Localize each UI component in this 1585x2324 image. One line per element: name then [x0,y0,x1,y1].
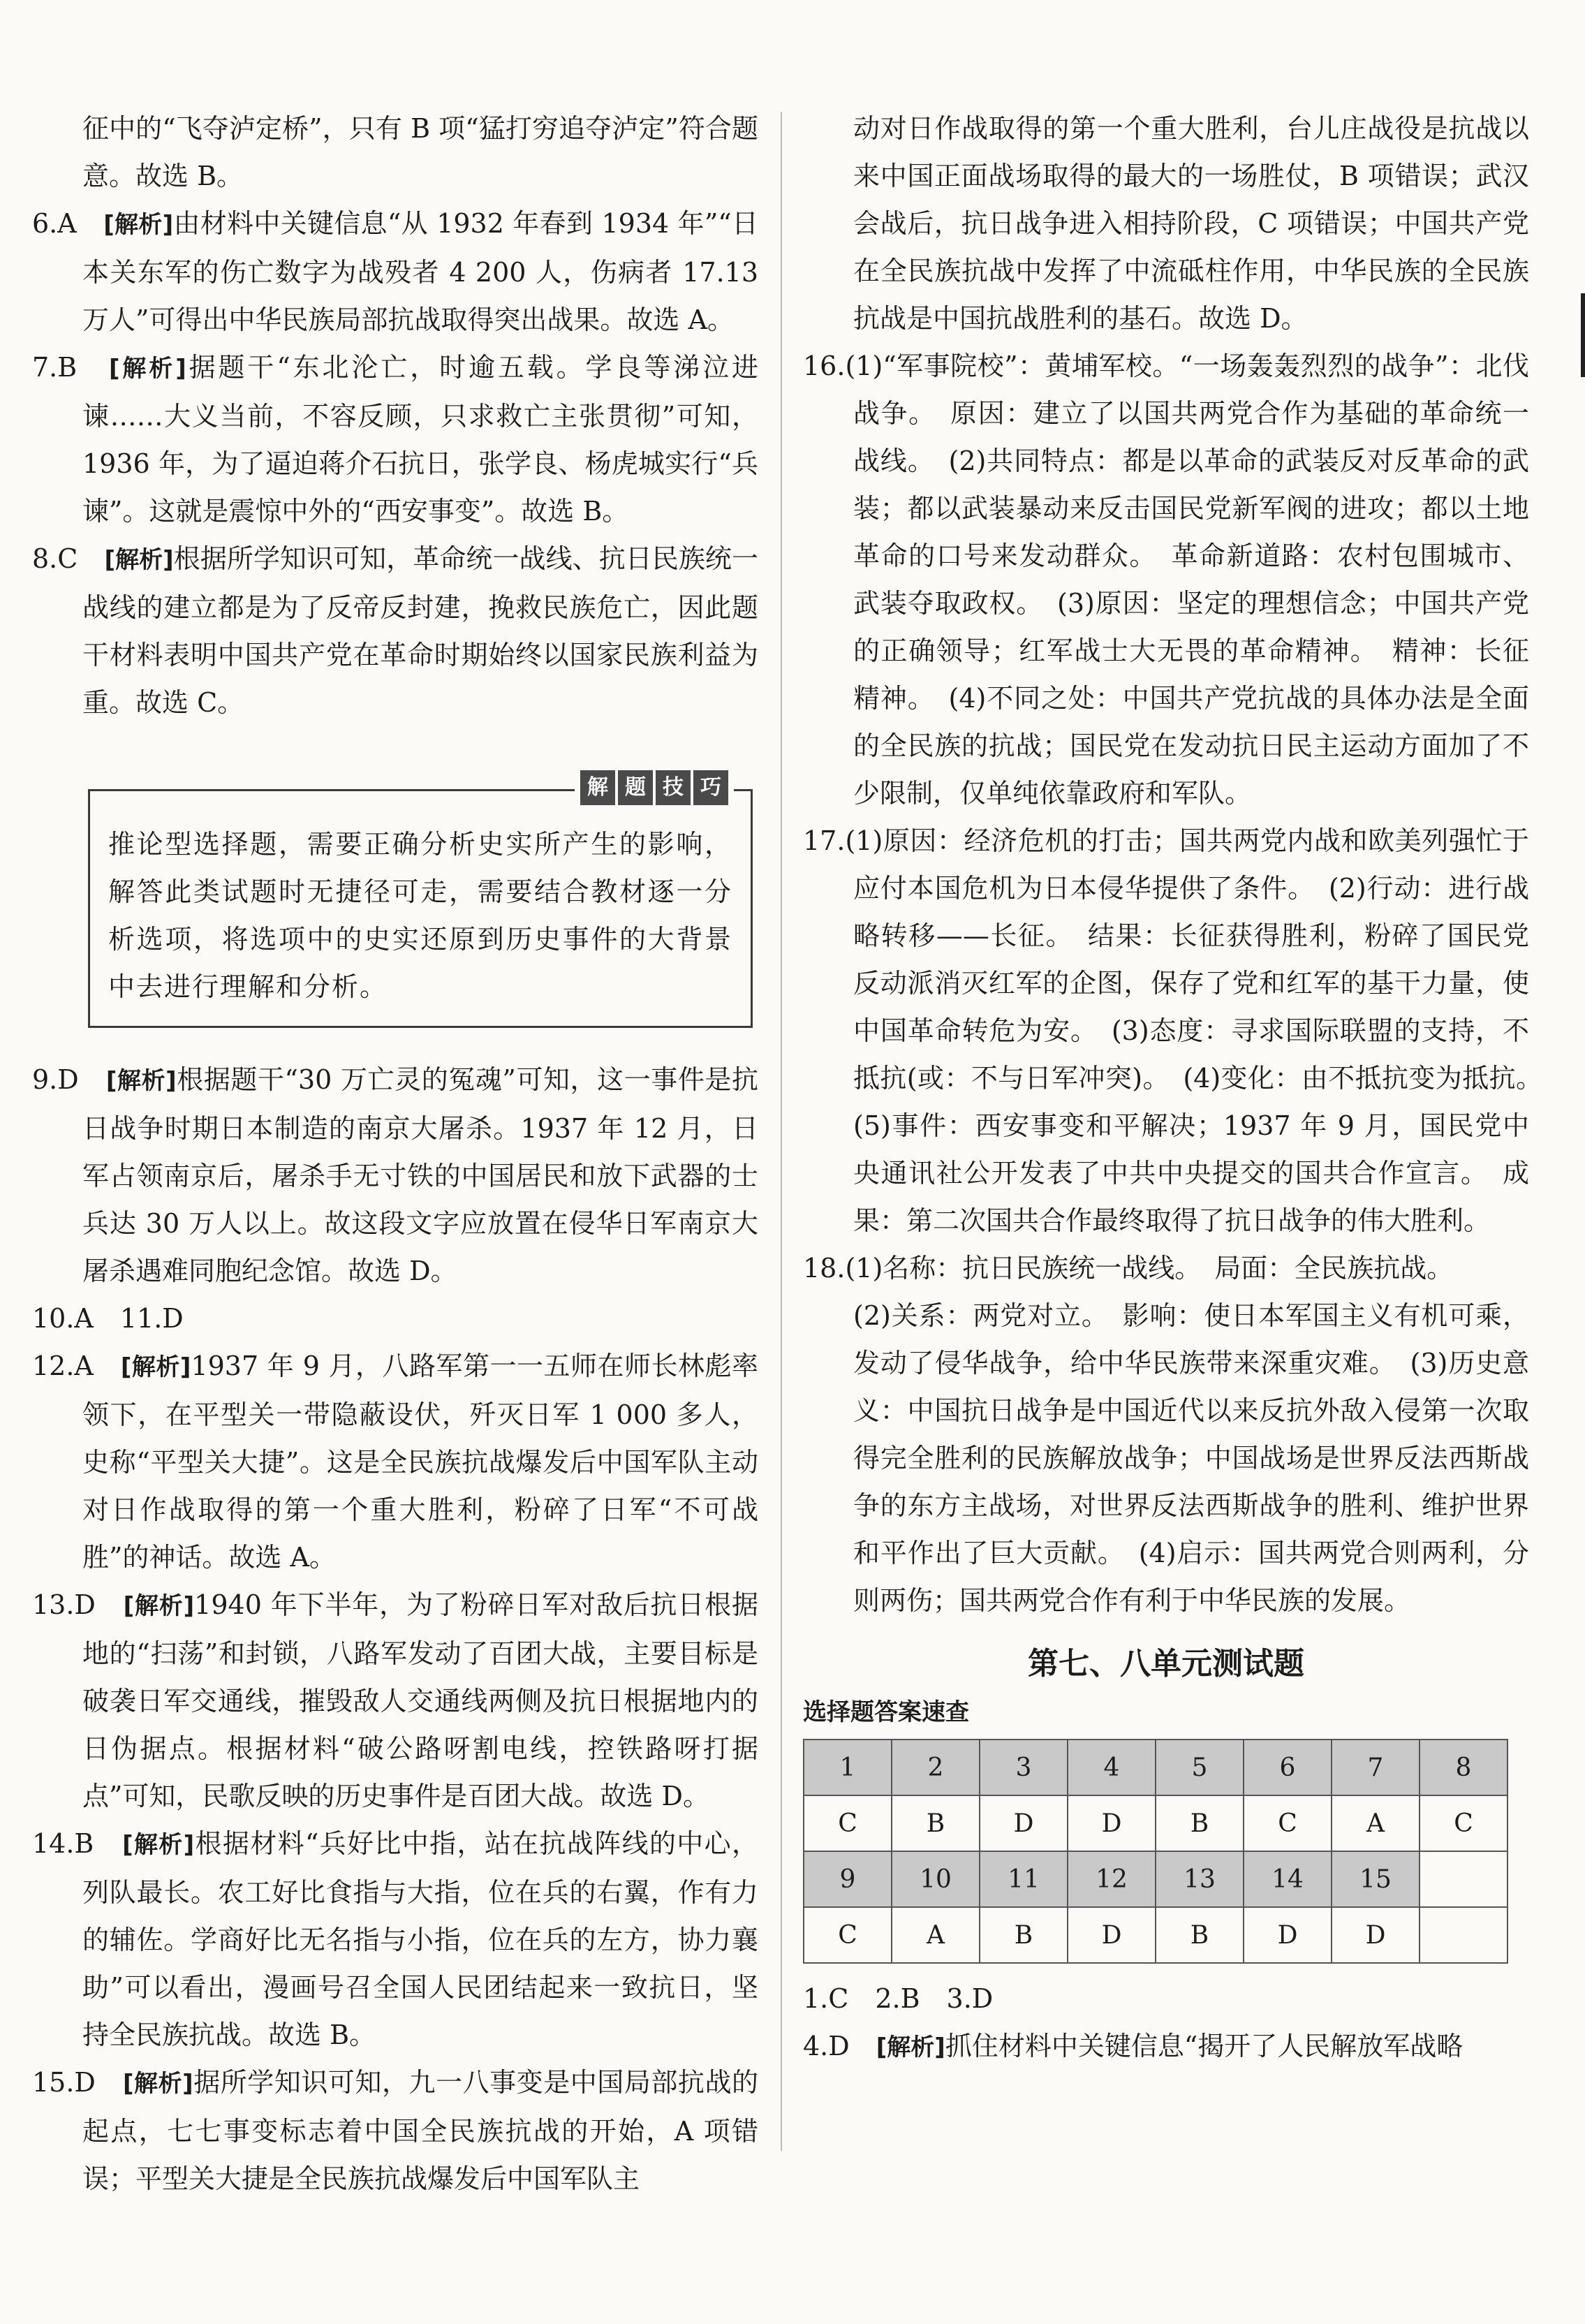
solving-tips-text: 推论型选择题，需要正确分析史实所产生的影响，解答此类试题时无捷径可走，需要结合教材逐一分析选项，将选项中的史实还原到历史事件的大背景中去进行理解和分析。 [108,829,732,1002]
answer-cell: A [892,1907,980,1963]
section-title: 第七、八单元测试题 [1028,1646,1304,1682]
answer-14 [32,1820,758,2059]
answer-number: 16. [803,351,846,381]
answer-cell: C [1244,1795,1332,1851]
empty-cell [1420,1907,1507,1963]
solving-tips-box [88,775,753,1028]
question-number-cell: 12 [1068,1851,1156,1907]
answer-text: 根据所学知识可知，革命统一战线、抗日民族统一战线的建立都是为了反帝反封建，挽救民族危亡，因此题干材料表明中国共产党在革命时期始终以国家民族利益为重。故选 C。 [82,543,758,718]
quick-answer-title: 选择题答案速查 [803,1698,969,1726]
answer-cell: B [1156,1907,1244,1963]
analysis-tag: [解析] [120,1353,191,1381]
answer-number: 15.D [32,2067,96,2098]
answer-cell: D [1068,1795,1156,1851]
answer-number: 9.D [32,1064,79,1095]
analysis-tag: [解析] [105,1067,177,1095]
question-number-cell: 8 [1420,1740,1507,1795]
answers-1-3: 1.C 2.B 3.D [803,1983,994,2014]
answer-cell: A [1332,1795,1420,1851]
answer-15-continued: 动对日作战取得的第一个重大胜利，台儿庄战役是抗战以来中国正面战场取得的最大的一场胜仗，B 项错误；武汉会战后，抗日战争进入相持阶段，C 项错误；中国共产党在全民族抗战中发挥了中流砥柱作用，中华民族的全民族抗战是中国抗战胜利的基石。故选 D。 [853,113,1529,334]
answer-13 [32,1581,758,1820]
table-row [804,1740,1507,1795]
answer-text: 1937 年 9 月，八路军第一一五师在师长林彪率领下，在平型关一带隐蔽设伏，歼灭日军 1 000 多人，史称“平型关大捷”。这是全民族抗战爆发后中国军队主动对日作战取得的第一个重大胜利，粉碎了日军“不可战胜”的神话。故选 A。 [82,1351,759,1573]
answer-number: 14.B [32,1828,94,1859]
page-edge-mark [1581,293,1585,377]
answer-cell: C [1420,1795,1507,1851]
analysis-tag: [解析] [123,1592,195,1620]
answer-text: 据所学知识可知，九一八事变是中国局部抗战的起点，七七事变标志着中国全民族抗战的开始，A 项错误；平型关大捷是全民族抗战爆发后中国军队主 [82,2067,758,2194]
answer-cell: B [1156,1795,1244,1851]
answer-cell: B [980,1907,1068,1963]
answer-8 [32,535,758,726]
answer-cell: B [892,1795,980,1851]
analysis-tag: [解析] [122,1831,195,1859]
answer-12 [32,1342,758,1581]
tip-title-char: 技 [656,770,691,805]
answer-text: (1)名称：抗日民族统一战线。 局面：全民族抗战。 [845,1253,1454,1284]
answer-text: (1)“军事院校”：黄埔军校。“一场轰轰烈烈的战争”：北伐战争。 原因：建立了以国共两党合作为基础的革命统一战线。 (2)共同特点：都是以革命的武装反对反革命的武装；都以武装暴动来反击国民党新军阀的进攻；都以土地革命的口号来发动群众。 革命新道路：农村包围城市、武装夺取政权。 (3)原因：坚定的理想信念；中国共产党的正确领导；红军战士大无畏的革命精神。 精神：长征精神。 (4)不同之处：中国共产党抗战的具体办法是全面的全民族的抗战；国民党在发动抗日民主运动方面加了不少限制，仅单纯依靠政府和军队。 [845,351,1529,809]
question-number-cell: 10 [892,1851,980,1907]
answer-text: 据题干“东北沦亡，时逾五载。学良等涕泣进谏……大义当前，不容反顾，只求救亡主张贯彻”可知，1936 年，为了逼迫蒋介石抗日，张学良、杨虎城实行“兵谏”。这就是震惊中外的“西安事变”。故选 B。 [82,352,759,527]
question-number-cell: 5 [1156,1740,1244,1795]
question-number-cell: 6 [1244,1740,1332,1795]
answer-number: 18. [803,1253,846,1284]
tip-title-char: 题 [618,770,653,805]
right-column [803,105,1556,2071]
answer-cell: C [804,1907,892,1963]
table-row [804,1851,1507,1907]
answer-text: (1)原因：经济危机的打击；国共两党内战和欧美列强忙于应付本国危机为日本侵华提供了条件。 (2)行动：进行战略转移——长征。 结果：长征获得胜利，粉碎了国民党反动派消灭红军的企图，保存了党和红军的基干力量，使中国革命转危为安。 (3)态度：寻求国际联盟的支持，不抵抗(或：不与日军冲突)。 (4)变化：由不抵抗变为抵抗。 (5)事件：西安事变和平解决；1937 年 9 月，国民党中央通讯社公开发表了中共中央提交的国共合作宣言。 成果：第二次国共合作最终取得了抗日战争的伟大胜利。 [845,825,1556,1236]
question-number-cell: 14 [1244,1851,1332,1907]
answer-number: 13.D [32,1589,96,1620]
answer-number: 8.C [32,543,78,574]
empty-cell [1420,1851,1507,1907]
answer-9 [32,1056,758,1295]
question-number-cell: 7 [1332,1740,1420,1795]
answer-6 [32,200,758,344]
question-number-cell: 15 [1332,1851,1420,1907]
answer-17 [803,817,1556,1244]
question-number-cell: 1 [804,1740,892,1795]
column-divider [781,112,782,2151]
answer-15 [32,2059,758,2202]
answer-4 [803,2022,1529,2071]
question-number-cell: 9 [804,1851,892,1907]
tip-title-char: 解 [580,770,615,805]
analysis-tag: [解析] [108,355,186,383]
answer-7 [32,344,758,535]
analysis-tag: [解析] [876,2034,945,2061]
question-number-cell: 4 [1068,1740,1156,1795]
analysis-tag: [解析] [122,2070,193,2098]
answer-text: 根据材料“兵好比中指，站在抗战阵线的中心，列队最长。农工好比食指与大指，位在兵的右翼，作有力的辅佐。学商好比无名指与小指，位在兵的左方，协力襄助”可以看出，漫画号召全国人民团结起来一致抗日，坚持全民族抗战。故选 B。 [82,1828,758,2050]
answer-number: 12.A [32,1351,94,1381]
answer-number: 17. [803,825,846,856]
answer-text: 由材料中关键信息“从 1932 年春到 1934 年”“日本关东军的伤亡数字为战殁者 4 200 人，伤病者 17.13 万人”可得出中华民族局部抗战取得突出战果。故选 A。 [82,208,758,335]
tip-title-char: 巧 [693,770,728,805]
solving-tips-title [575,770,734,805]
question-number-cell: 3 [980,1740,1068,1795]
answer-cell: C [804,1795,892,1851]
answer-18 [803,1244,1529,1292]
question-number-cell: 2 [892,1740,980,1795]
answer-text: 抓住材料中关键信息“揭开了人民解放军战略 [945,2031,1464,2061]
answer-number: 4.D [803,2031,850,2061]
analysis-tag: [解析] [103,211,174,239]
answer-cell: D [980,1795,1068,1851]
answer-number: 6.A [32,208,77,239]
left-column [32,105,758,2202]
answer-cell: D [1332,1907,1420,1963]
table-row [804,1907,1507,1963]
answer-number: 7.B [32,352,78,383]
answer-10-11: 10.A 11.D [32,1303,184,1334]
answer-cell: D [1068,1907,1156,1963]
answer-cell: D [1244,1907,1332,1963]
question-number-cell: 11 [980,1851,1068,1907]
answer-5-continued: 征中的“飞夺泸定桥”，只有 B 项“猛打穷追夺泸定”符合题意。故选 B。 [82,113,758,191]
question-number-cell: 13 [1156,1851,1244,1907]
answer-text: 根据题干“30 万亡灵的冤魂”可知，这一事件是抗日战争时期日本制造的南京大屠杀。1937 年 12 月，日军占领南京后，屠杀手无寸铁的中国居民和放下武器的士兵达 30 万人以上。故这段文字应放置在侵华日军南京大屠杀遇难同胞纪念馆。故选 D。 [82,1064,758,1286]
analysis-tag: [解析] [104,546,174,574]
answer-text: 1940 年下半年，为了粉碎日军对敌后抗日根据地的“扫荡”和封锁，八路军发动了百团大战，主要目标是破袭日军交通线，摧毁敌人交通线两侧及抗日根据地内的日伪据点。根据材料“破公路呀割电线，控铁路呀打据点”可知，民歌反映的历史事件是百团大战。故选 D。 [82,1589,758,1811]
table-row [804,1795,1507,1851]
answer-18-continued: (2)关系：两党对立。 影响：使日本军国主义有机可乘，发动了侵华战争，给中华民族带来深重灾难。 (3)历史意义：中国抗日战争是中国近代以来反抗外敌入侵第一次取得完全胜利的民族解放战争；中国战场是世界反法西斯战争的东方主战场，对世界反法西斯战争的胜利、维护世界和平作出了巨大贡献。 (4)启示：国共两党合则两利，分则两伤；国共两党合作有利于中华民族的发展。 [853,1300,1529,1616]
answer-16 [803,342,1529,817]
answer-table [803,1739,1508,1964]
